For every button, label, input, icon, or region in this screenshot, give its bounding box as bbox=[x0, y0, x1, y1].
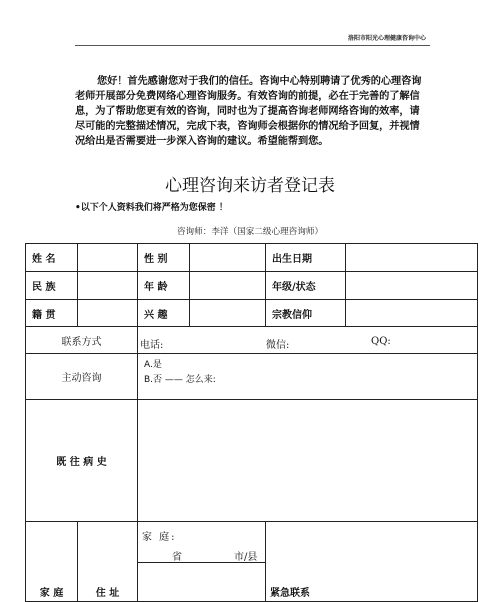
name-field[interactable] bbox=[78, 244, 138, 272]
name-label: 姓 名 bbox=[26, 244, 78, 272]
city-label: 市/县 bbox=[234, 552, 258, 563]
option-yes[interactable]: A.是 bbox=[144, 360, 162, 370]
birthdate-field[interactable] bbox=[346, 244, 478, 272]
table-row bbox=[26, 272, 478, 300]
ethnicity-label: 民 族 bbox=[26, 272, 78, 300]
native-label: 籍 贯 bbox=[26, 300, 78, 327]
family-label: 家 庭 bbox=[26, 522, 78, 602]
native-field[interactable] bbox=[78, 300, 138, 327]
table-row bbox=[26, 400, 478, 522]
header-org: 洛阳市阳光心理健康咨询中心 bbox=[347, 35, 426, 42]
province-label: 省 bbox=[172, 552, 182, 563]
privacy-note: •以下个人资料我们将严格为您保密 ！ bbox=[75, 203, 228, 213]
table-row bbox=[26, 244, 478, 272]
form-title: 心理咨询来访者登记表 bbox=[165, 176, 335, 196]
hobby-field[interactable] bbox=[190, 300, 266, 327]
address-underline bbox=[138, 562, 265, 563]
birthdate-label: 出生日期 bbox=[266, 244, 346, 272]
table-row bbox=[26, 354, 478, 400]
grade-label: 年级/状态 bbox=[266, 272, 346, 300]
contact-field[interactable] bbox=[138, 327, 478, 354]
intro-paragraph: 您好！首先感谢您对于我们的信任。咨询中心特别聘请了优秀的心理咨询老师开展部分免费网络心理咨询服务。有效咨询的前提，必在于完善的了解信息，为了帮助您更有效的咨询，同时也为了提高咨询老师网络咨询的效率，请尽可能的完整描述情况，完成下表，咨询师会根据你的情况给予回复，并视情况给出是否需要进一步深入咨询的建议。希望能帮到您。 bbox=[75, 75, 422, 147]
age-label: 年 龄 bbox=[138, 272, 190, 300]
phone-label: 电话: bbox=[140, 340, 164, 351]
history-field[interactable] bbox=[138, 400, 478, 522]
emergency-label: 紧急联系 bbox=[266, 522, 478, 602]
consultant-info: 咨询师：李洋（国家二级心理咨询师） bbox=[176, 227, 324, 237]
table-row bbox=[26, 522, 478, 602]
gender-field[interactable] bbox=[190, 244, 266, 272]
header-rule bbox=[75, 45, 430, 46]
grade-field[interactable] bbox=[346, 272, 478, 300]
table-row bbox=[26, 327, 478, 354]
active-consult-label: 主动咨询 bbox=[26, 354, 138, 400]
religion-label: 宗教信仰 bbox=[266, 300, 346, 327]
hobby-label: 兴 趣 bbox=[138, 300, 190, 327]
table-row bbox=[26, 300, 478, 327]
option-no[interactable]: B.否 —— 怎么来: bbox=[144, 375, 216, 385]
history-label: 既 往 病 史 bbox=[26, 400, 138, 522]
home-label: 家 庭: bbox=[142, 532, 177, 543]
ethnicity-field[interactable] bbox=[78, 272, 138, 300]
home-address-field[interactable] bbox=[138, 522, 266, 602]
intro-text bbox=[75, 74, 425, 149]
age-field[interactable] bbox=[190, 272, 266, 300]
active-consult-options[interactable] bbox=[138, 354, 478, 400]
gender-label: 性 别 bbox=[138, 244, 190, 272]
wechat-label: 微信: bbox=[266, 340, 290, 351]
registration-table bbox=[25, 243, 478, 602]
religion-field[interactable] bbox=[346, 300, 478, 327]
contact-label: 联系方式 bbox=[26, 327, 138, 354]
qq-label: QQ: bbox=[371, 336, 391, 347]
address-label: 住 址 bbox=[78, 522, 138, 602]
